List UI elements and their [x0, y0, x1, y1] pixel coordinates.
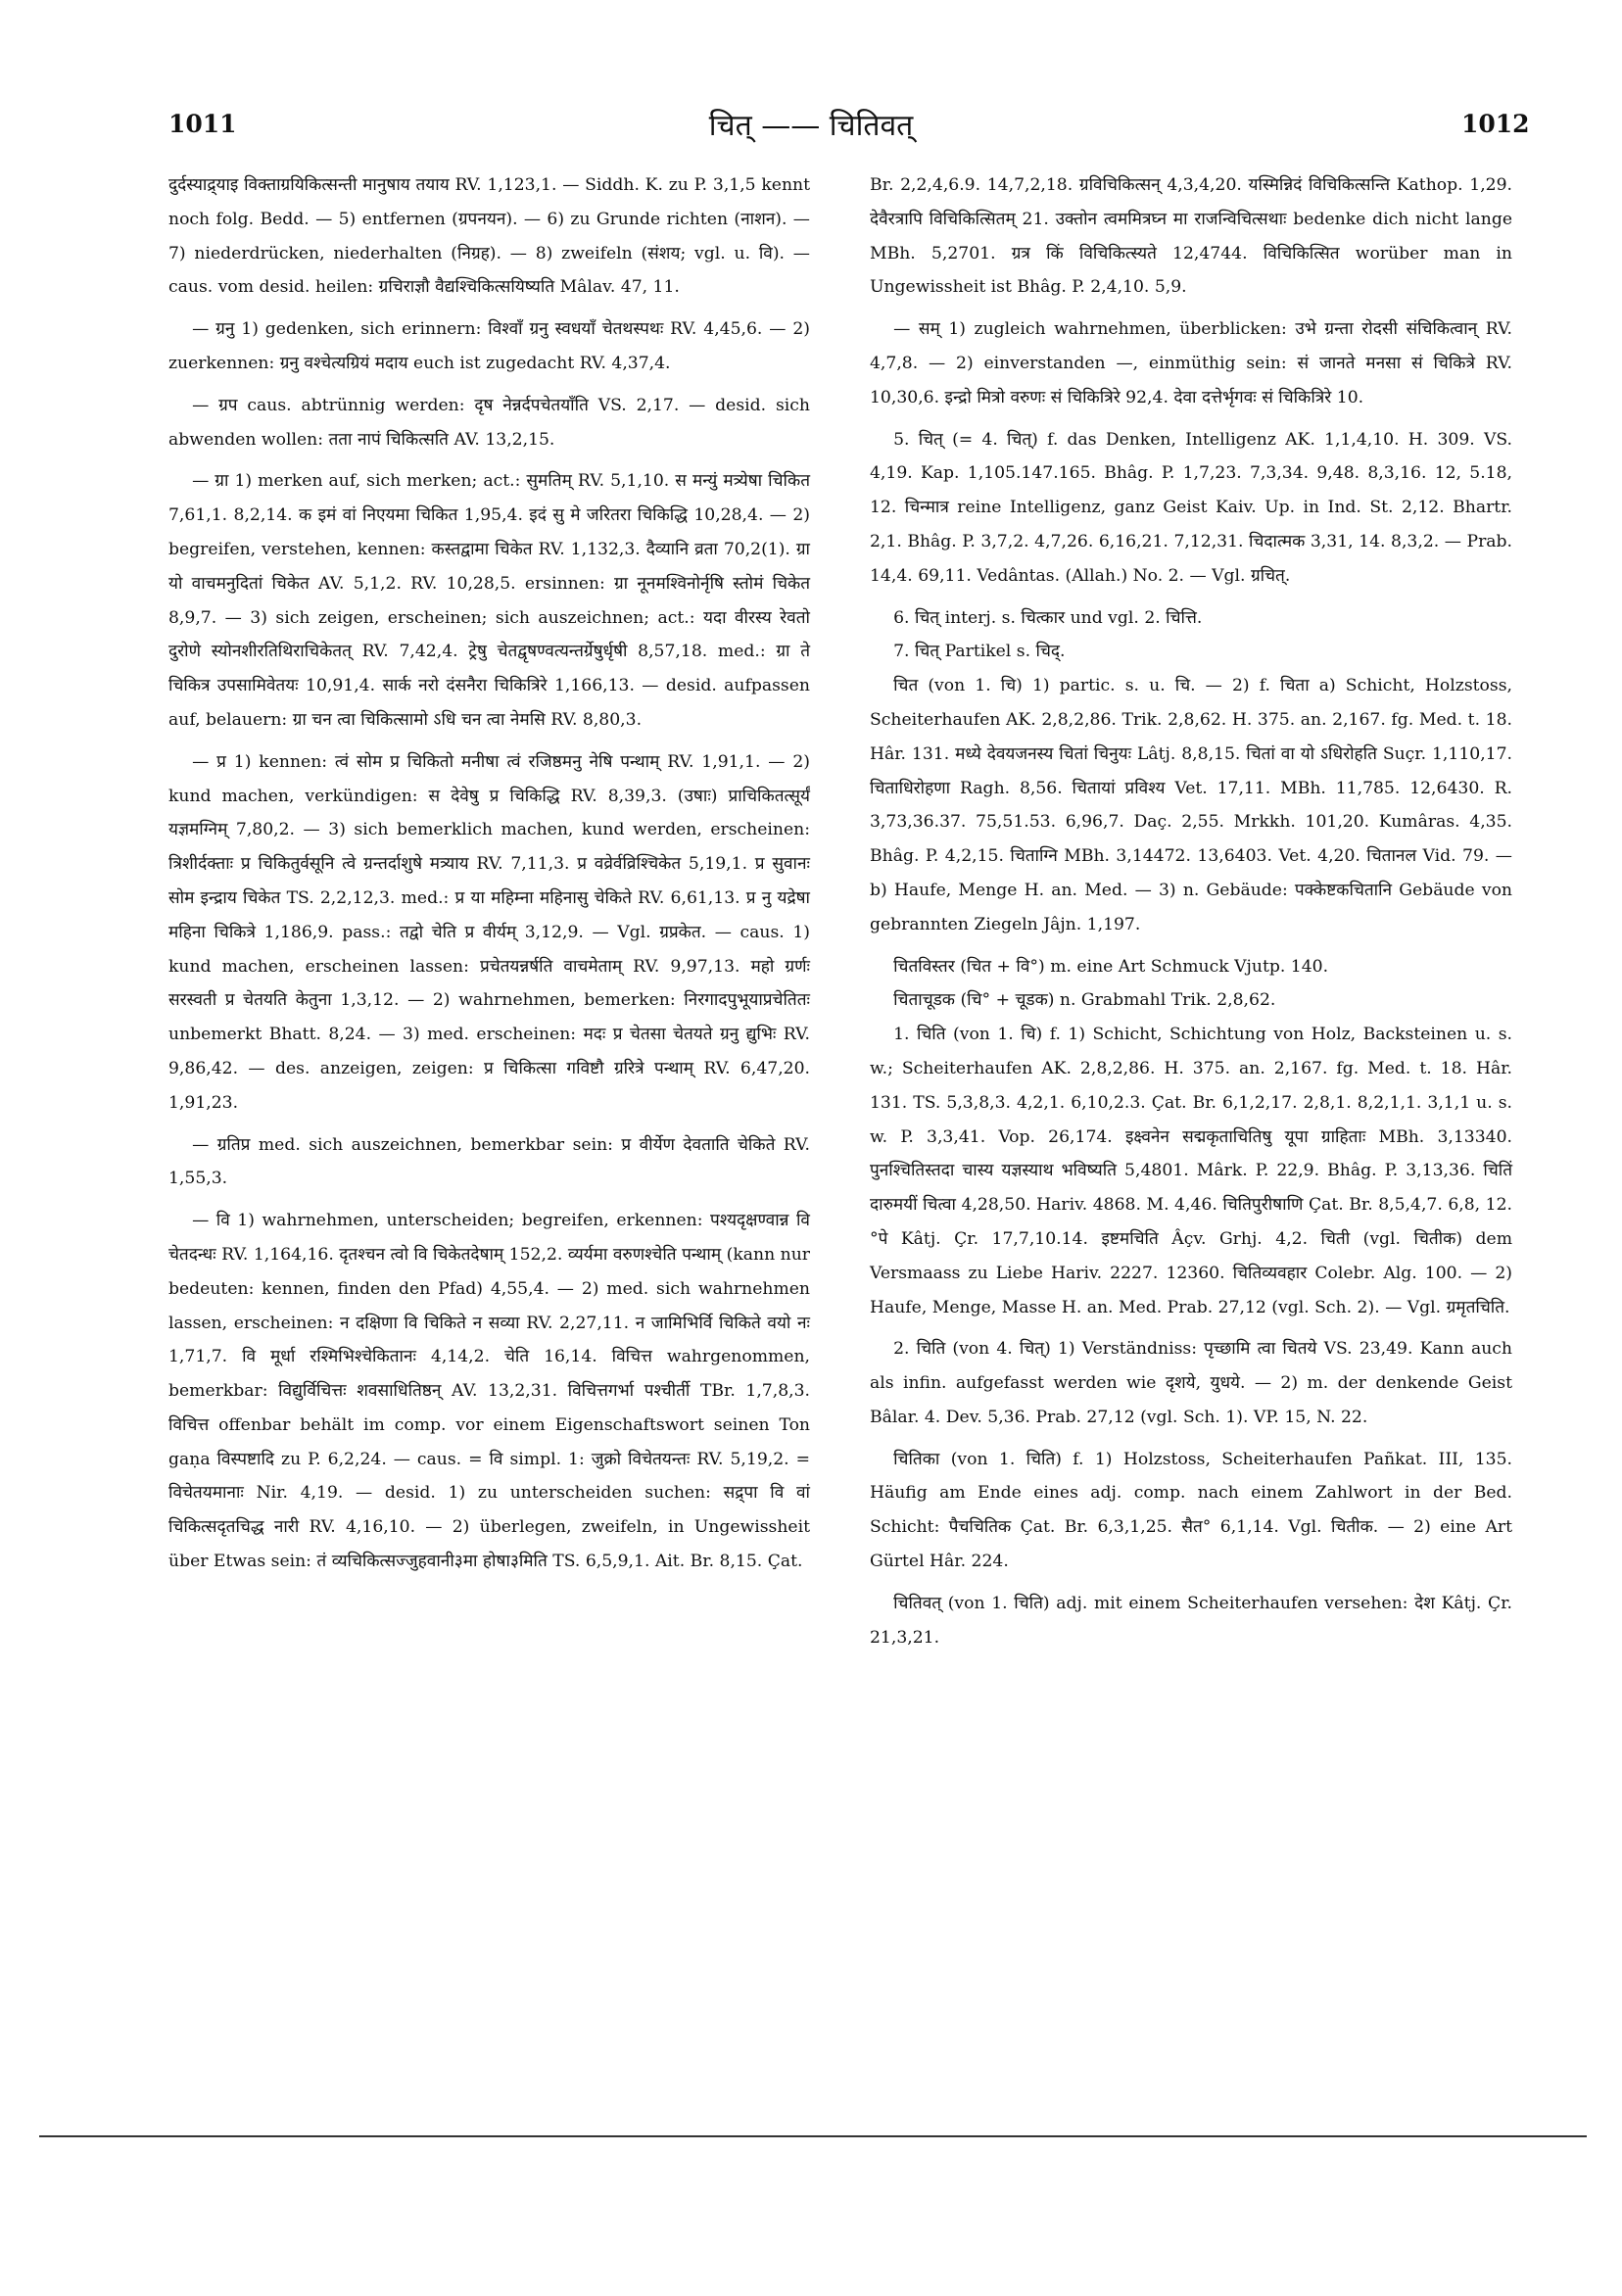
right-paragraph: 7. चित् Partikel s. चिद्.: [893, 642, 1066, 662]
right-paragraph: 1. चिति (von 1. चि) f. 1) Schicht, Schichtung von Holz, Backsteinen u. s. w.; Scheiterhaufen AK. 2,8,2,86. H. 375. an. 2,167. fg. Med. t. 18. Hâr. 131. TS. 5,3,8,3. 4,2,1. 6,10,2.3. Çat. Br. 6,1,2,17. 2,8,1. 8,2,1,1. 3,1,1 u. s. w. P. 3,3,41. Vop. 26,174. इक्ष्वनेन सद्मकृताचितिषु यूपा ग्राहिताः MBh. 3,13340. पुनश्चितिस्तदा चास्य यज्ञस्याथ भविष्यति 5,4801. Mârk. P. 22,9. Bhâg. P. 3,13,36. चितिं दारुमयीं चित्वा 4,28,50. Hariv. 4868. M. 4,46. चितिपुरीषाणि Çat. Br. 8,5,4,7. 6,8, 12. °पे Kâtj. Çr. 17,7,10.14. इष्टमचिति Âçv. Grhj. 4,2. चिती (vgl. चितीक) dem Versmaass zu Liebe Hariv. 2227. 12360. चितिव्यवहार Colebr. Alg. 100. — 2) Haufe, Menge, Masse H. an. Med. Prab. 27,12 (vgl. Sch. 2). — Vgl. ग्रमृतचिति.: [870, 1025, 1512, 1317]
left-paragraph: — प्र 1) kennen: त्वं सोम प्र चिकितो मनीषा त्वं रजिष्ठमनु नेषि पन्थाम् RV. 1,91,1. — 2) kund machen, verkündigen: स देवेषु प्र चिकिद्धि RV. 8,39,3. (उषाः) प्राचिकितत्सूर्यं यज्ञमग्निम् 7,80,2. — 3) sich bemerklich machen, kund werden, erscheinen: त्रिशीर्दक्ताः प्र चिकितुर्वसूनि त्वे ग्रन्तर्दाशुषे मत्र्याय RV. 7,11,3. प्र वव्रेर्वव्रिश्चिकेत 5,19,1. प्र सुवानः सोम इन्द्राय चिकेत TS. 2,2,12,3. med.: प्र या महिम्ना महिनासु चेकिते RV. 6,61,13. प्र नु यद्रेषा महिना चिकित्रे 1,186,9. pass.: तद्वो चेति प्र वीर्यम् 3,12,9. — Vgl. ग्रप्रकेत. — caus. 1) kund machen, erscheinen lassen: प्रचेतयन्नर्षति वाचमेताम् RV. 9,97,13. महो ग्रर्णः सरस्वती प्र चेतयति केतुना 1,3,12. — 2) wahrnehmen, bemerken: निरगादपुभूयाप्रचेतितः unbemerkt Bhatt. 8,24. — 3) med. erscheinen: मदः प्र चेतसा चेतयते ग्रनु द्युभिः RV. 9,86,42. — des. anzeigen, zeigen: प्र चिकित्सा गविष्टौ ग्ररित्रे पन्थाम् RV. 6,47,20. 1,91,23.: [168, 751, 810, 1113]
left-column: [168, 168, 810, 1579]
left-paragraph: — ग्रनु 1) gedenken, sich erinnern: विश्वाँ ग्रनु स्वधयाँ चेतथस्पथः RV. 4,45,6. — 2) zuerkennen: ग्रनु वश्चेत्यग्रियं मदाय euch ist zugedacht RV. 4,37,4.: [168, 319, 810, 373]
left-paragraph: — ग्रतिप्र med. sich auszeichnen, bemerkbar sein: प्र वीर्येण देवताति चेकिते RV. 1,55,3.: [168, 1134, 810, 1189]
page-number-left: 1011: [168, 110, 237, 138]
left-paragraph: — ग्रप caus. abtrünnig werden: दृष नेन्नर्दपचेतयाँति VS. 2,17. — desid. sich abwenden wollen: तता नापं चिकित्सति AV. 13,2,15.: [168, 395, 810, 450]
right-paragraph: 6. चित् interj. s. चित्कार und vgl. 2. चित्ति.: [893, 607, 1203, 628]
right-paragraph: चितिवत् (von 1. चिति) adj. mit einem Scheiterhaufen versehen: देश Kâtj. Çr. 21,3,21.: [870, 1593, 1512, 1648]
right-paragraph: 5. चित् (= 4. चित्) f. das Denken, Intelligenz AK. 1,1,4,10. H. 309. VS. 4,19. Kap. 1,105.147.165. Bhâg. P. 1,7,23. 7,3,34. 9,48. 8,3,16. 12, 5.18, 12. चिन्मात्र reine Intelligenz, ganz Geist Kaiv. Up. in Ind. St. 2,12. Bhartr. 2,1. Bhâg. P. 3,7,2. 4,7,26. 6,16,21. 7,12,31. चिदात्मक 3,31, 14. 8,3,2. — Prab. 14,4. 69,11. Vedântas. (Allah.) No. 2. — Vgl. ग्रचित्.: [870, 429, 1512, 586]
right-paragraph: 2. चिति (von 4. चित्) 1) Verständniss: पृच्छामि त्वा चितये VS. 23,49. Kann auch als infin. aufgefasst werden wie दृशये, युधये. — 2) m. der denkende Geist Bâlar. 4. Dev. 5,36. Prab. 27,12 (vgl. Sch. 1). VP. 15, N. 22.: [870, 1339, 1512, 1427]
page-number-right: 1012: [1461, 110, 1530, 138]
left-paragraph: — ग्रा 1) merken auf, sich merken; act.: सुमतिम् RV. 5,1,10. स मन्युं मत्र्येषा चिकित 7,61,1. 8,2,14. क इमं वां निएयमा चिकित 1,95,4. इदं सु मे जरितरा चिकिद्धि 10,28,4. — 2) begreifen, verstehen, kennen: कस्तद्वामा चिकेत RV. 1,132,3. दैव्यानि व्रता 70,2(1). ग्रा यो वाचमनुदितां चिकेत AV. 5,1,2. RV. 10,28,5. ersinnen: ग्रा नूनमश्विनोर्नृषि स्तोमं चिकेत 8,9,7. — 3) sich zeigen, erscheinen; sich auszeichnen; act.: यदा वीरस्य रेवतो दुरोणे स्योनशीरतिथिराचिकेतत् RV. 7,42,4. ट्रेषु चेतद्वृषण्वत्यन्तर्ग्रेषुर्धृषी 8,57,18. med.: ग्रा ते चिकित्र उपसामिवेतयः 10,91,4. सार्क नरो दंसनैरा चिकित्रिरे 1,166,13. — desid. aufpassen auf, belauern: ग्रा चन त्वा चिकित्सामो ऽधि चन त्वा नेमसि RV. 8,80,3.: [168, 471, 810, 730]
right-paragraph: चितिका (von 1. चिति) f. 1) Holzstoss, Scheiterhaufen Pañkat. III, 135. Häufig am Ende eines adj. comp. nach einem Zahlwort in der Bed. Schicht: पैचचितिक Çat. Br. 6,3,1,25. सैत° 6,1,14. Vgl. चितीक. — 2) eine Art Gürtel Hâr. 224.: [870, 1449, 1512, 1572]
page-header-title: चित् —— चितिवत्: [708, 109, 914, 143]
right-paragraph: चित (von 1. चि) 1) partic. s. u. चि. — 2) f. चिता a) Schicht, Holzstoss, Scheiterhaufen AK. 2,8,2,86. Trik. 2,8,62. H. 375. an. 2,167. fg. Med. t. 18. Hâr. 131. मध्ये देवयजनस्य चितां चिनुयः Lâtj. 8,8,15. चितां वा यो ऽधिरोहति Suçr. 1,110,17. चिताधिरोहणा Ragh. 8,56. चितायां प्रविश्य Vet. 17,11. MBh. 11,785. 12,6430. R. 3,73,36.37. 75,51.53. 6,96,7. Daç. 2,55. Mrkkh. 101,20. Kumâras. 4,35. Bhâg. P. 4,2,15. चिताग्नि MBh. 3,14472. 13,6403. Vet. 4,20. चितानल Vid. 79. — b) Haufe, Menge H. an. Med. — 3) n. Gebäude: पक्केष्टकचितानि Gebäude von gebrannten Ziegeln Jâjn. 1,197.: [870, 676, 1512, 934]
left-paragraph: दुर्दस्याद्र्याइ विक्ताग्रयिकित्सन्ती मानुषाय तयाय RV. 1,123,1. — Siddh. K. zu P. 3,1,5 kennt noch folg. Bedd. — 5) entfernen (ग्रपनयन). — 6) zu Grunde richten (नाशन). — 7) niederdrücken, niederhalten (निग्रह). — 8) zweifeln (संशय; vgl. u. वि). — caus. vom desid. heilen: ग्रचिराज्ञौ वैद्यश्चिकित्सयिष्यति Mâlav. 47, 11.: [168, 175, 810, 298]
right-paragraph: चिताचूडक (चि° + चूडक) n. Grabmahl Trik. 2,8,62.: [893, 990, 1276, 1011]
right-paragraph: Br. 2,2,4,6.9. 14,7,2,18. ग्रविचिकित्सन् 4,3,4,20. यस्मिन्निदं विचिकित्सन्ति Kathop. 1,29. देवैरत्रापि विचिकित्सितम् 21. उक्तोन त्वममित्रघ्न मा राजन्विचित्सथाः bedenke dich nicht lange MBh. 5,2701. ग्रत्र किं विचिकित्स्यते 12,4744. विचिकित्सित worüber man in Ungewissheit ist Bhâg. P. 2,4,10. 5,9.: [870, 175, 1512, 298]
left-paragraph: — वि 1) wahrnehmen, unterscheiden; begreifen, erkennen: पश्यदृक्षण्वान्न वि चेतदन्धः RV. 1,164,16. दृतश्चन त्वो वि चिकेतदेषाम् 152,2. व्यर्यमा वरुणश्चेति पन्थाम् (kann nur bedeuten: kennen, finden den Pfad) 4,55,4. — 2) med. sich wahrnehmen lassen, erscheinen: न दक्षिणा वि चिकिते न सव्या RV. 2,27,11. न जामिभिर्वि चिकिते वयो नः 1,71,7. वि मूर्धा रश्मिभिश्चेकितानः 4,14,2. चेति 16,14. विचित्त wahrgenommen, bemerkbar: विद्युर्विचित्तः शवसाधितिष्ठन् AV. 13,2,31. विचित्तगर्भा पश्चीर्ती TBr. 1,7,8,3. विचित्त offenbar behält im comp. vor einem Eigenschaftswort seinen Ton gaṇa विस्पष्टादि zu P. 6,2,24. — caus. = वि simpl. 1: जुक्रो विचेतयन्तः RV. 5,19,2. = विचेतयमानाः Nir. 4,19. — desid. 1) zu unterscheiden suchen: सद्र्पा वि वां चिकित्सदृतचिद्ध नारी RV. 4,16,10. — 2) überlegen, zweifeln, in Ungewissheit über Etwas sein: तं व्यचिकित्सज्जुहवानी३मा होषा३मिति TS. 6,5,9,1. Ait. Br. 8,15. Çat.: [168, 1211, 810, 1572]
right-column: [870, 168, 1512, 1654]
footer-rule: [39, 2135, 1587, 2137]
right-paragraph: चितविस्तर (चित + वि°) m. eine Art Schmuck Vjutp. 140.: [893, 956, 1329, 977]
right-paragraph: — सम् 1) zugleich wahrnehmen, überblicken: उभे ग्रन्ता रोदसी संचिकित्वान् RV. 4,7,8. — 2) einverstanden —, einmüthig sein: सं जानते मनसा सं चिकित्रे RV. 10,30,6. इन्द्रो मित्रो वरुणः सं चिकित्रिरे 92,4. देवा दत्तेर्भृगवः सं चिकित्रिरे 10.: [870, 319, 1512, 407]
